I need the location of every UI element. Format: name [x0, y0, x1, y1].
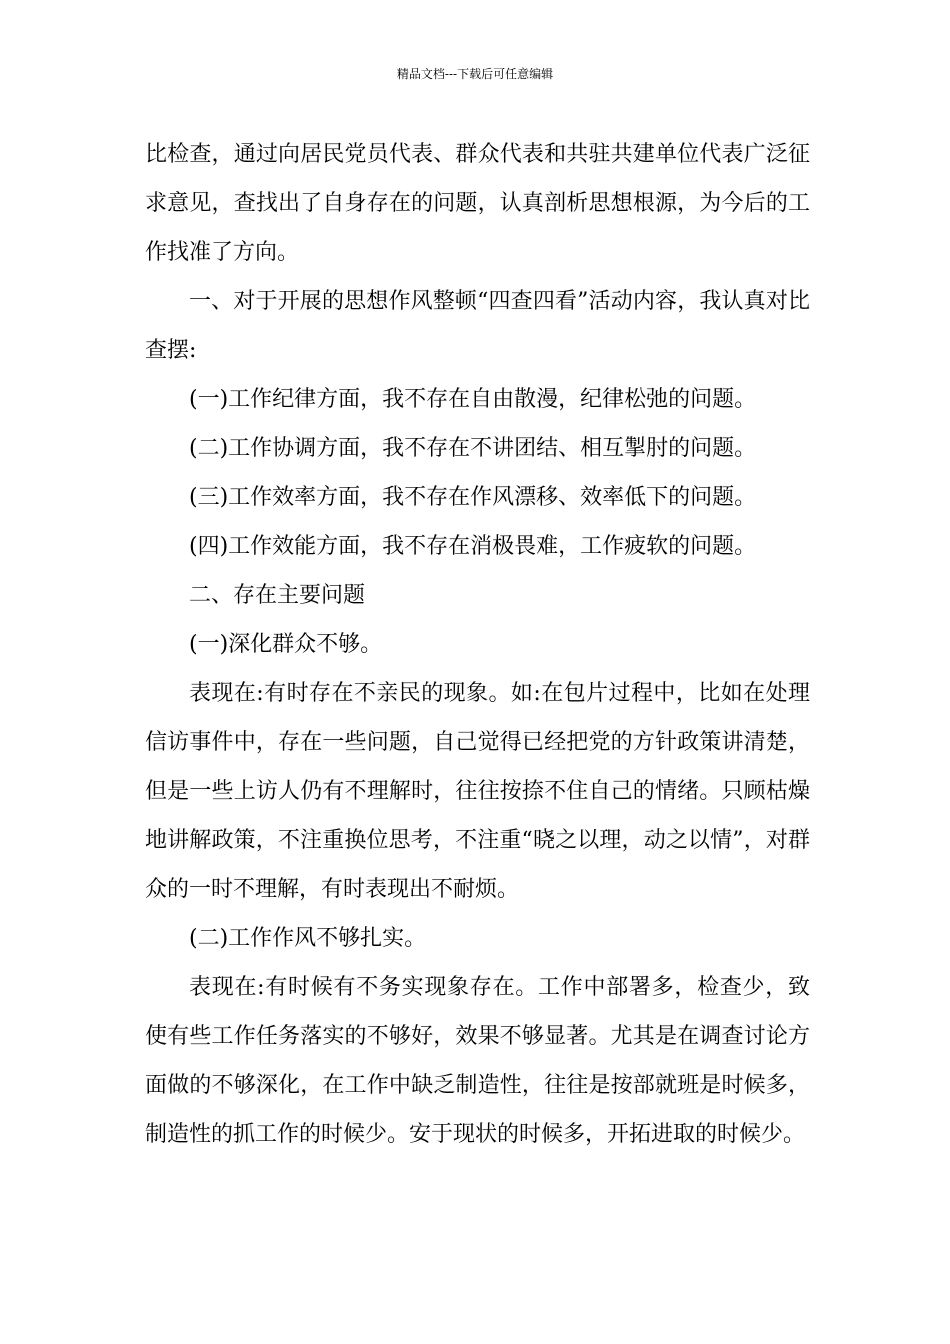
paragraph-1: 比检查，通过向居民党员代表、群众代表和共驻共建单位代表广泛征求意见，查找出了自身存在的问题，认真剖析思想根源，为今后的工作找准了方向。	[145, 142, 810, 265]
page-header: 精品文档---下载后可任意编辑	[396, 67, 554, 81]
subsection-heading-2: (二)工作作风不够扎实。	[189, 926, 427, 951]
paragraph-8: 表现在:有时候有不务实现象存在。工作中部署多，检查少，致使有些工作任务落实的不够好，效果不够显著。尤其是在调查讨论方面做的不够深化，在工作中缺乏制造性，往往是按部就班是时候多，制造性的抓工作的时候少。安于现状的时候多，开拓进取的时候少。	[145, 975, 810, 1147]
paragraph-3: (一)工作纪律方面，我不存在自由散漫，纪律松弛的问题。	[189, 387, 757, 412]
paragraph-2: 一、对于开展的思想作风整顿“四查四看”活动内容，我认真对比查摆:	[145, 289, 810, 363]
document-body	[145, 130, 810, 1159]
subsection-heading-1: (一)深化群众不够。	[189, 632, 383, 657]
paragraph-5: (三)工作效率方面，我不存在作风漂移、效率低下的问题。	[189, 485, 757, 510]
paragraph-6: (四)工作效能方面，我不存在消极畏难，工作疲软的问题。	[189, 534, 757, 559]
paragraph-4: (二)工作协调方面，我不存在不讲团结、相互掣肘的问题。	[189, 436, 757, 461]
section-heading: 二、存在主要问题	[189, 583, 366, 608]
paragraph-7: 表现在:有时存在不亲民的现象。如:在包片过程中，比如在处理信访事件中，存在一些问题，自己觉得已经把党的方针政策讲清楚，但是一些上访人仍有不理解时，往往按捺不住自己的情绪。只顾枯燥地讲解政策，不注重换位思考，不注重“晓之以理，动之以情”，对群众的一时不理解，有时表现出不耐烦。	[145, 681, 810, 902]
